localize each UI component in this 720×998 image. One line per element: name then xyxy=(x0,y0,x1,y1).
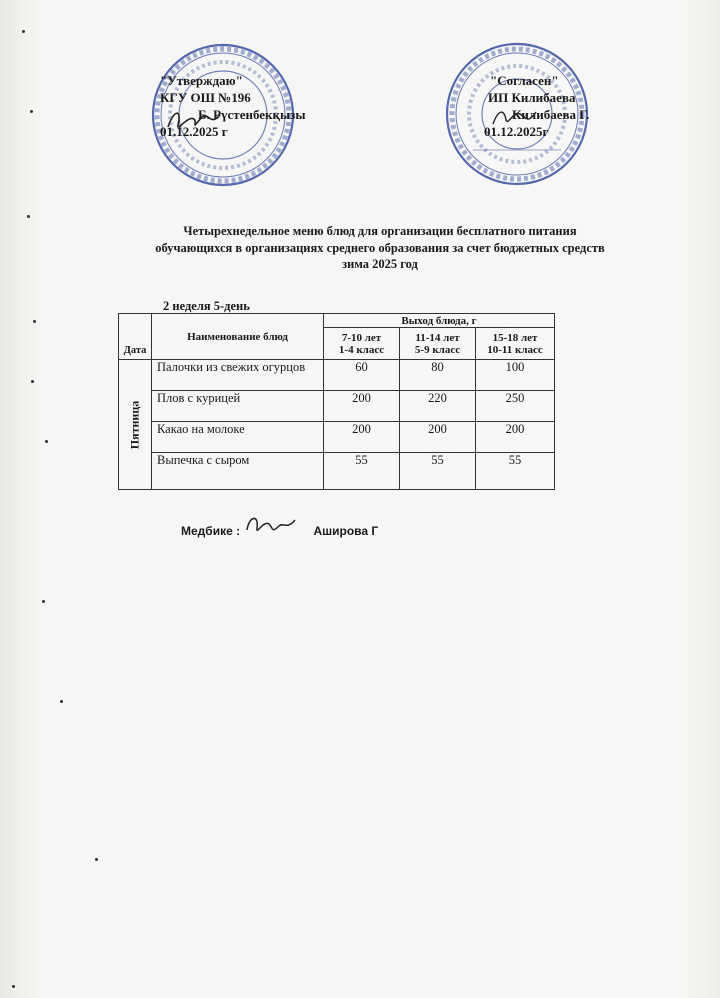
title-line-1: Четырехнедельное меню блюд для организации бесплатного питания xyxy=(183,224,577,238)
agreement-heading: "Согласен" xyxy=(490,73,559,88)
approval-signature xyxy=(164,105,224,140)
approval-heading: "Утверждаю" xyxy=(160,73,243,88)
agreement-org: ИП Килибаева xyxy=(488,90,576,105)
portion-value: 100 xyxy=(476,360,555,391)
portion-value: 200 xyxy=(324,422,400,453)
dish-name: Какао на молоке xyxy=(152,422,324,453)
approval-org: КГУ ОШ №196 xyxy=(160,90,251,105)
portion-value: 55 xyxy=(324,453,400,490)
dish-name: Выпечка с сыром xyxy=(152,453,324,490)
nurse-name: Аширова Г xyxy=(313,524,379,538)
portion-value: 55 xyxy=(400,453,476,490)
nurse-label: Медбике : xyxy=(181,524,241,538)
grade-range: 10-11 класс xyxy=(487,343,543,356)
date-column-header: Дата xyxy=(119,314,152,360)
age-range: 11-14 лет xyxy=(415,331,460,344)
age-group-header xyxy=(400,328,476,360)
portion-value: 220 xyxy=(400,391,476,422)
approval-signer: Б. Рүстенбекқызы xyxy=(198,107,306,122)
age-range: 15-18 лет xyxy=(492,331,538,344)
day-cell xyxy=(119,360,152,490)
title-line-3: зима 2025 год xyxy=(342,257,418,271)
table-header-row xyxy=(119,314,555,328)
dish-name: Палочки из свежих огурцов xyxy=(152,360,324,391)
week-label: 2 неделя 5-день xyxy=(163,299,250,313)
scan-speck xyxy=(22,30,25,33)
scan-speck xyxy=(45,440,48,443)
portion-value: 200 xyxy=(324,391,400,422)
portion-value: 250 xyxy=(476,391,555,422)
dish-name: Плов с курицей xyxy=(152,391,324,422)
age-group-header xyxy=(476,328,555,360)
dish-column-header: Наименование блюд xyxy=(152,314,324,360)
agreement-signer: Килибаева Г. xyxy=(512,107,590,122)
day-label: Пятница xyxy=(127,400,142,449)
grade-range: 1-4 класс xyxy=(338,343,385,356)
table-row xyxy=(119,391,555,422)
scan-speck xyxy=(12,985,15,988)
scan-speck xyxy=(42,600,45,603)
table-row xyxy=(119,360,555,391)
title-line-2: обучающихся в организациях среднего образования за счет бюджетных средств xyxy=(155,240,605,255)
scan-speck xyxy=(27,215,30,218)
menu-table xyxy=(118,313,555,490)
age-range: 7-10 лет xyxy=(341,331,382,344)
table-row xyxy=(119,422,555,453)
portion-value: 200 xyxy=(400,422,476,453)
age-group-header xyxy=(324,328,400,360)
nurse-signature xyxy=(243,512,299,545)
portion-value: 55 xyxy=(476,453,555,490)
scan-speck xyxy=(31,380,34,383)
approval-date: 01.12.2025 г xyxy=(160,124,228,139)
agreement-signature xyxy=(490,104,540,135)
portion-value: 200 xyxy=(476,422,555,453)
scan-speck xyxy=(30,110,33,113)
grade-range: 5-9 класс xyxy=(414,343,461,356)
scan-speck xyxy=(60,700,63,703)
scan-speck xyxy=(95,858,98,861)
portion-value: 60 xyxy=(324,360,400,391)
agreement-date: 01.12.2025г xyxy=(484,124,549,139)
portion-value: 80 xyxy=(400,360,476,391)
output-column-header: Выход блюда, г xyxy=(324,314,555,328)
scan-speck xyxy=(33,320,36,323)
document-title xyxy=(140,223,620,273)
table-row xyxy=(119,453,555,490)
